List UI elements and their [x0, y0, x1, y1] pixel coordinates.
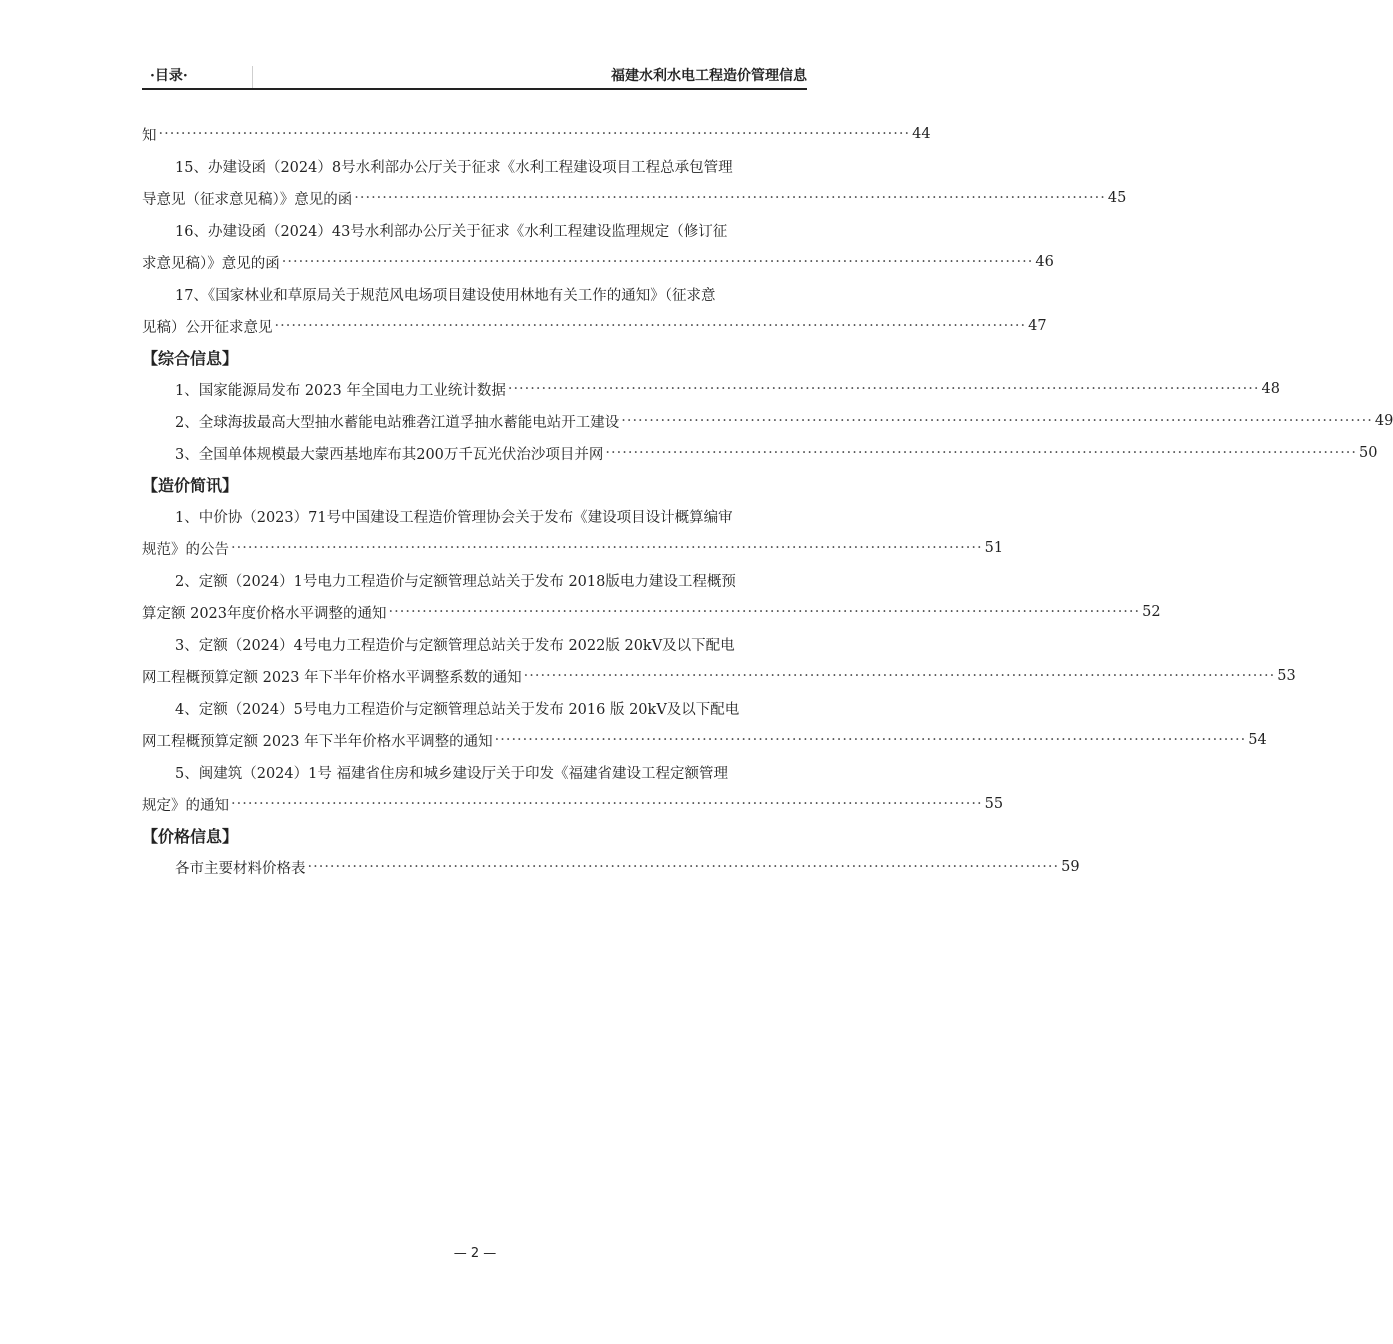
dot-leader: ······································································································································: [354, 190, 1106, 206]
toc-entry-cost-5-cont[interactable]: [142, 788, 1004, 820]
toc-page-number: 45: [1107, 190, 1127, 206]
toc-entry-cost-4-cont[interactable]: [142, 724, 1267, 756]
page-number-footer: — 2 —: [453, 1246, 497, 1261]
toc-entry-cost-4[interactable]: [142, 692, 822, 724]
toc-entry-general-1[interactable]: [142, 373, 1280, 405]
toc-page-number: 52: [1142, 604, 1161, 620]
section-heading-cost-news: 【造价简讯】: [142, 476, 239, 495]
header-rule: [142, 88, 807, 90]
toc-entry-cost-2-cont[interactable]: [142, 596, 1161, 628]
toc-page-number: 50: [1359, 445, 1378, 461]
toc-entry-cost-5[interactable]: [142, 756, 822, 788]
dot-leader: ······································································································································: [621, 413, 1373, 429]
toc-entry-text: 17、《国家林业和草原局关于规范风电场项目建设使用林地有关工作的通知》（征求意: [175, 287, 716, 304]
toc-entry-general-3[interactable]: [142, 437, 1378, 469]
toc-entry-16[interactable]: [142, 214, 822, 246]
toc-entry-cost-1[interactable]: [142, 500, 822, 532]
toc-entry-text: 网工程概预算定额 2023 年下半年价格水平调整系数的通知: [142, 669, 522, 686]
toc-entry-text: 1、国家能源局发布 2023 年全国电力工业统计数据: [175, 382, 506, 399]
dot-leader: ······································································································································: [231, 540, 983, 556]
toc-page-number: 47: [1028, 318, 1047, 334]
toc-entry-text: 网工程概预算定额 2023 年下半年价格水平调整的通知: [142, 733, 493, 750]
dot-leader: ······································································································································: [523, 668, 1276, 684]
toc-entry-price-1[interactable]: [142, 851, 1080, 883]
toc-entry-cost-1-cont[interactable]: [142, 532, 1004, 564]
section-heading-price-info: 【价格信息】: [142, 827, 239, 846]
toc-page-number: 54: [1248, 732, 1267, 748]
toc-page-number: 53: [1277, 668, 1296, 684]
toc-entry-text: 2、全球海拔最高大型抽水蓄能电站雅砻江道孚抽水蓄能电站开工建设: [175, 414, 620, 431]
toc-entry-text: 各市主要材料价格表: [175, 860, 306, 877]
header-publication-title: 福建水利水电工程造价管理信息: [611, 68, 807, 84]
toc-entry-text: 知: [142, 127, 157, 144]
dot-leader: ······································································································································: [158, 126, 911, 142]
toc-entry-cost-3-cont[interactable]: [142, 660, 1296, 692]
dot-leader: ······································································································································: [605, 445, 1358, 461]
header-section-label: ·目录·: [150, 68, 188, 84]
toc-entry-text: 见稿）公开征求意见: [142, 319, 273, 336]
dot-leader: ······································································································································: [494, 732, 1247, 748]
toc-page-number: 44: [912, 126, 931, 142]
toc-entry-continued[interactable]: [142, 118, 931, 150]
toc-entry-17-cont[interactable]: [142, 310, 1047, 342]
toc-entry-general-2[interactable]: [142, 405, 1393, 437]
dot-leader: ······································································································································: [274, 318, 1027, 334]
toc-entry-text: 算定额 2023年度价格水平调整的通知: [142, 605, 387, 622]
section-heading-general-info: 【综合信息】: [142, 349, 239, 368]
toc-page-number: 48: [1261, 381, 1280, 397]
toc-entry-15[interactable]: [142, 150, 822, 182]
toc-entry-text: 1、中价协（2023）71号中国建设工程造价管理协会关于发布《建设项目设计概算编审: [175, 509, 733, 526]
toc-page-number: 49: [1374, 413, 1393, 429]
toc-entry-text: 4、定额（2024）5号电力工程造价与定额管理总站关于发布 2016 版 20kV及以下配电: [175, 701, 740, 718]
toc-entry-text: 3、全国单体规模最大蒙西基地库布其200万千瓦光伏治沙项目并网: [175, 446, 604, 463]
toc-entry-text: 规范》的公告: [142, 541, 229, 558]
table-of-contents: [142, 118, 1393, 883]
toc-entry-17[interactable]: [142, 278, 822, 310]
toc-entry-text: 2、定额（2024）1号电力工程造价与定额管理总站关于发布 2018版电力建设工程概预: [175, 573, 736, 590]
toc-entry-text: 15、办建设函（2024）8号水利部办公厅关于征求《水利工程建设项目工程总承包管理: [175, 159, 733, 176]
page-header: [142, 62, 807, 90]
toc-entry-15-cont[interactable]: [142, 182, 1127, 214]
toc-page-number: 51: [984, 540, 1004, 556]
toc-entry-text: 3、定额（2024）4号电力工程造价与定额管理总站关于发布 2022版 20kV及以下配电: [175, 637, 735, 654]
toc-entry-cost-3[interactable]: [142, 628, 822, 660]
toc-entry-text: 规定》的通知: [142, 797, 229, 814]
dot-leader: ······································································································································: [388, 604, 1141, 620]
toc-entry-text: 16、办建设函（2024）43号水利部办公厅关于征求《水利工程建设监理规定（修订征: [175, 223, 728, 240]
dot-leader: ······································································································································: [281, 254, 1034, 270]
toc-entry-text: 导意见（征求意见稿）》意见的函: [142, 191, 353, 208]
header-separator: [252, 66, 253, 88]
toc-entry-text: 求意见稿）》意见的函: [142, 255, 280, 272]
dot-leader: ······································································································································: [507, 381, 1260, 397]
toc-entry-16-cont[interactable]: [142, 246, 1054, 278]
toc-entry-text: 5、闽建筑（2024）1号 福建省住房和城乡建设厅关于印发《福建省建设工程定额管理: [175, 765, 728, 782]
dot-leader: ······································································································································: [307, 859, 1060, 875]
dot-leader: ······································································································································: [231, 796, 983, 812]
toc-page-number: 46: [1035, 254, 1054, 270]
toc-page-number: 59: [1061, 859, 1080, 875]
toc-page-number: 55: [984, 796, 1004, 812]
toc-entry-cost-2[interactable]: [142, 564, 822, 596]
